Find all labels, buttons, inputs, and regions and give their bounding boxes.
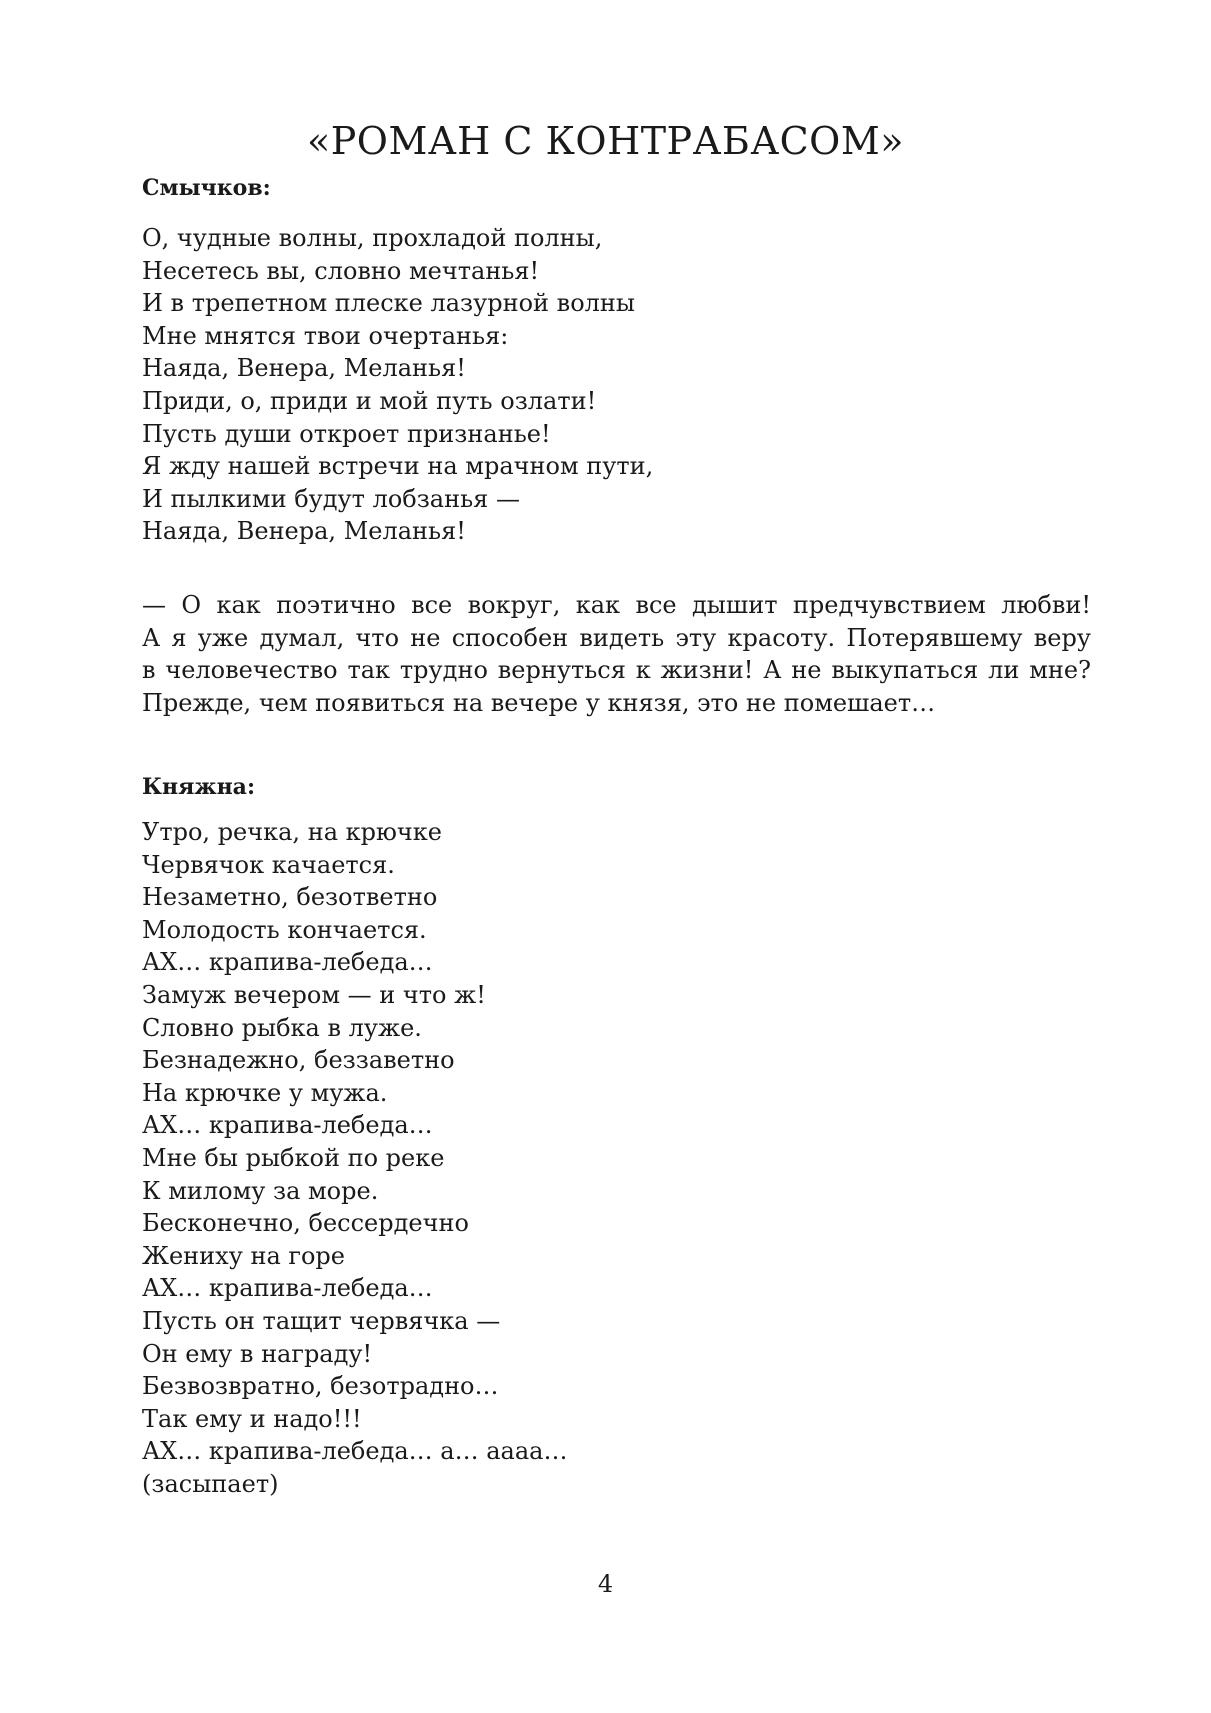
prose-line: — О как поэтично все вокруг, как все дышит предчувствием любви! bbox=[142, 591, 1091, 619]
verse-line: И пылкими будут лобзанья — bbox=[142, 484, 520, 513]
verse-line: Я жду нашей встречи на мрачном пути, bbox=[142, 452, 654, 481]
verse-line: Наяда, Венера, Меланья! bbox=[142, 517, 466, 546]
prose-line: А я уже думал, что не способен видеть эту красоту. Потерявшему веру bbox=[142, 623, 1091, 652]
verse-line: Безвозвратно, безотрадно… bbox=[142, 1372, 499, 1401]
verse-line: Незаметно, безответно bbox=[142, 883, 438, 912]
verse-line: Он ему в награду! bbox=[142, 1339, 373, 1368]
verse-line: Безнадежно, беззаветно bbox=[142, 1046, 455, 1075]
verse-line: Наяда, Венера, Меланья! bbox=[142, 354, 466, 383]
verse-line: АХ… крапива-лебеда… bbox=[142, 1111, 433, 1140]
prose-line: в человечество так трудно вернуться к жизни! А не выкупаться ли мне? bbox=[142, 656, 1091, 685]
speaker-knyazhna: Княжна: bbox=[142, 774, 256, 800]
verse-knyazhna bbox=[142, 816, 567, 1500]
verse-line: Замуж вечером — и что ж! bbox=[142, 980, 486, 1009]
prose-line: Прежде, чем появиться на вечере у князя, это не помешает… bbox=[142, 688, 936, 717]
verse-line: Пусть он тащит червячка — bbox=[142, 1306, 501, 1335]
page-number: 4 bbox=[597, 1570, 614, 1598]
verse-line: Мне бы рыбкой по реке bbox=[142, 1143, 445, 1172]
page-title: «РОМАН С КОНТРАБАСОМ» bbox=[306, 119, 904, 163]
verse-line: Бесконечно, бессердечно bbox=[142, 1209, 469, 1238]
prose-paragraph bbox=[142, 589, 1091, 719]
verse-line: АХ… крапива-лебеда… а… аааа… bbox=[142, 1437, 568, 1466]
verse-line: Мне мнятся твои очертанья: bbox=[142, 321, 509, 350]
verse-line: Так ему и надо!!! bbox=[142, 1404, 362, 1433]
verse-line: Несетесь вы, словно мечтанья! bbox=[142, 256, 540, 285]
verse-line: АХ… крапива-лебеда… bbox=[142, 948, 433, 977]
verse-line: Пусть души откроет признанье! bbox=[142, 419, 551, 448]
verse-line: К милому за море. bbox=[142, 1176, 379, 1205]
verse-line: Червячок качается. bbox=[142, 850, 395, 879]
verse-line: О, чудные волны, прохладой полны, bbox=[142, 224, 603, 252]
verse-line: Словно рыбка в луже. bbox=[142, 1013, 422, 1042]
verse-line: Молодость кончается. bbox=[142, 915, 427, 944]
stage-direction: (засыпает) bbox=[142, 1469, 279, 1498]
verse-line: Жениху на горе bbox=[142, 1241, 345, 1270]
speaker-smychkov: Смычков: bbox=[142, 175, 271, 201]
verse-line: АХ… крапива-лебеда… bbox=[142, 1274, 433, 1303]
verse-line: Приди, о, приди и мой путь озлати! bbox=[142, 386, 597, 415]
verse-smychkov bbox=[142, 222, 653, 548]
verse-line: Утро, речка, на крючке bbox=[142, 818, 442, 846]
verse-line: И в трепетном плеске лазурной волны bbox=[142, 289, 635, 318]
verse-line: На крючке у мужа. bbox=[142, 1078, 388, 1107]
